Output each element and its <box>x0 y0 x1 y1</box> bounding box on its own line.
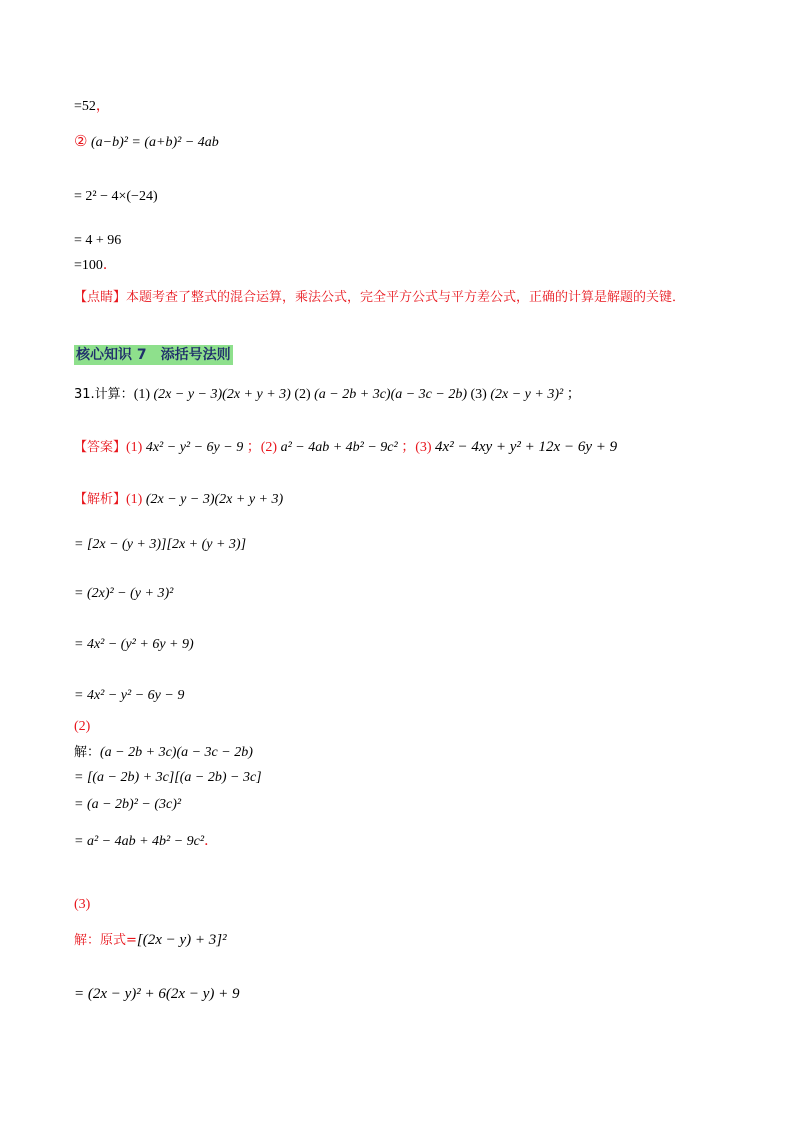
expr: =52 <box>74 99 96 114</box>
part-2-line-2: = [(a − 2b) + 3c][(a − 2b) − 3c] <box>74 770 262 785</box>
calc-line-2 <box>74 232 121 250</box>
part-2-line-4 <box>74 833 218 851</box>
note-paragraph: 【点睛】本题考查了整式的混合运算，乘法公式，完全平方公式与平方差公式，正确的计算是解题的关键． <box>74 290 686 305</box>
part-2-line-1 <box>74 744 253 762</box>
solution-step-4: = 4x² − y² − 6y − 9 <box>74 688 185 703</box>
calc-line-3 <box>74 257 117 275</box>
question-prefix: 31.计算： <box>74 387 134 402</box>
expr: (a − 2b + 3c)(a − 3c − 2b) <box>314 387 468 402</box>
part-label: (1) <box>126 492 143 507</box>
solution-step-1: = [2x − (y + 3)][2x + (y + 3)] <box>74 537 247 552</box>
expr: (a − 2b + 3c)(a − 3c − 2b) <box>100 745 253 760</box>
part-label: (1) <box>126 440 143 455</box>
part-3-label: (3) <box>74 897 91 912</box>
answer-line <box>74 438 617 457</box>
part-3-line-2: = (2x − y)² + 6(2x − y) + 9 <box>74 986 240 1002</box>
expr: 4x² − 4xy + y² + 12x − 6y + 9 <box>435 439 618 455</box>
expr: = a² − 4ab + 4b² − 9c² <box>74 834 205 849</box>
solve-label: 解： <box>74 745 101 760</box>
solution-header <box>74 491 283 509</box>
part-label: (3) <box>470 387 487 402</box>
punct: ． <box>204 834 219 849</box>
answer-label: 【答案】 <box>74 440 127 455</box>
part-2-line-3: = (a − 2b)² − (3c)² <box>74 797 182 812</box>
solution-label: 【解析】 <box>74 492 127 507</box>
expr: = 4 + 96 <box>74 233 122 248</box>
part-2-label: (2) <box>74 719 91 734</box>
expr: = 2² − 4×(−24) <box>74 189 158 204</box>
punct: ， <box>95 99 110 114</box>
punct: ． <box>102 258 117 273</box>
expr: (2x − y + 3)² <box>490 387 564 402</box>
expr: (2x − y − 3)(2x + y + 3) <box>145 492 284 507</box>
solution-step-2: = (2x)² − (y + 3)² <box>74 586 174 601</box>
part-3-line-1 <box>74 931 227 950</box>
calc-line-1 <box>74 188 158 206</box>
solution-step-3: = 4x² − (y² + 6y + 9) <box>74 637 194 652</box>
part2-line <box>74 133 219 152</box>
solve-label: 解：原式= <box>74 933 137 948</box>
expr: (a−b)² = (a+b)² − 4ab <box>90 135 219 150</box>
section-heading: 核心知识 7 添括号法则 <box>76 347 231 363</box>
expr: [(2x − y) + 3]² <box>136 932 227 948</box>
part-label: (1) <box>133 387 151 402</box>
question-31 <box>74 386 581 404</box>
expr: 4x² − y² − 6y − 9 <box>145 440 244 455</box>
expr: a² − 4ab + 4b² − 9c² <box>280 440 398 455</box>
circle-number-2: ② <box>74 134 88 150</box>
separator: ；(2) <box>246 440 278 455</box>
part-label: (2) <box>294 387 311 402</box>
result-line-52 <box>74 98 110 116</box>
expr: =100 <box>74 258 103 273</box>
separator: ；(3) <box>401 440 432 455</box>
punct: ； <box>566 387 581 402</box>
expr: (2x − y − 3)(2x + y + 3) <box>153 387 291 402</box>
